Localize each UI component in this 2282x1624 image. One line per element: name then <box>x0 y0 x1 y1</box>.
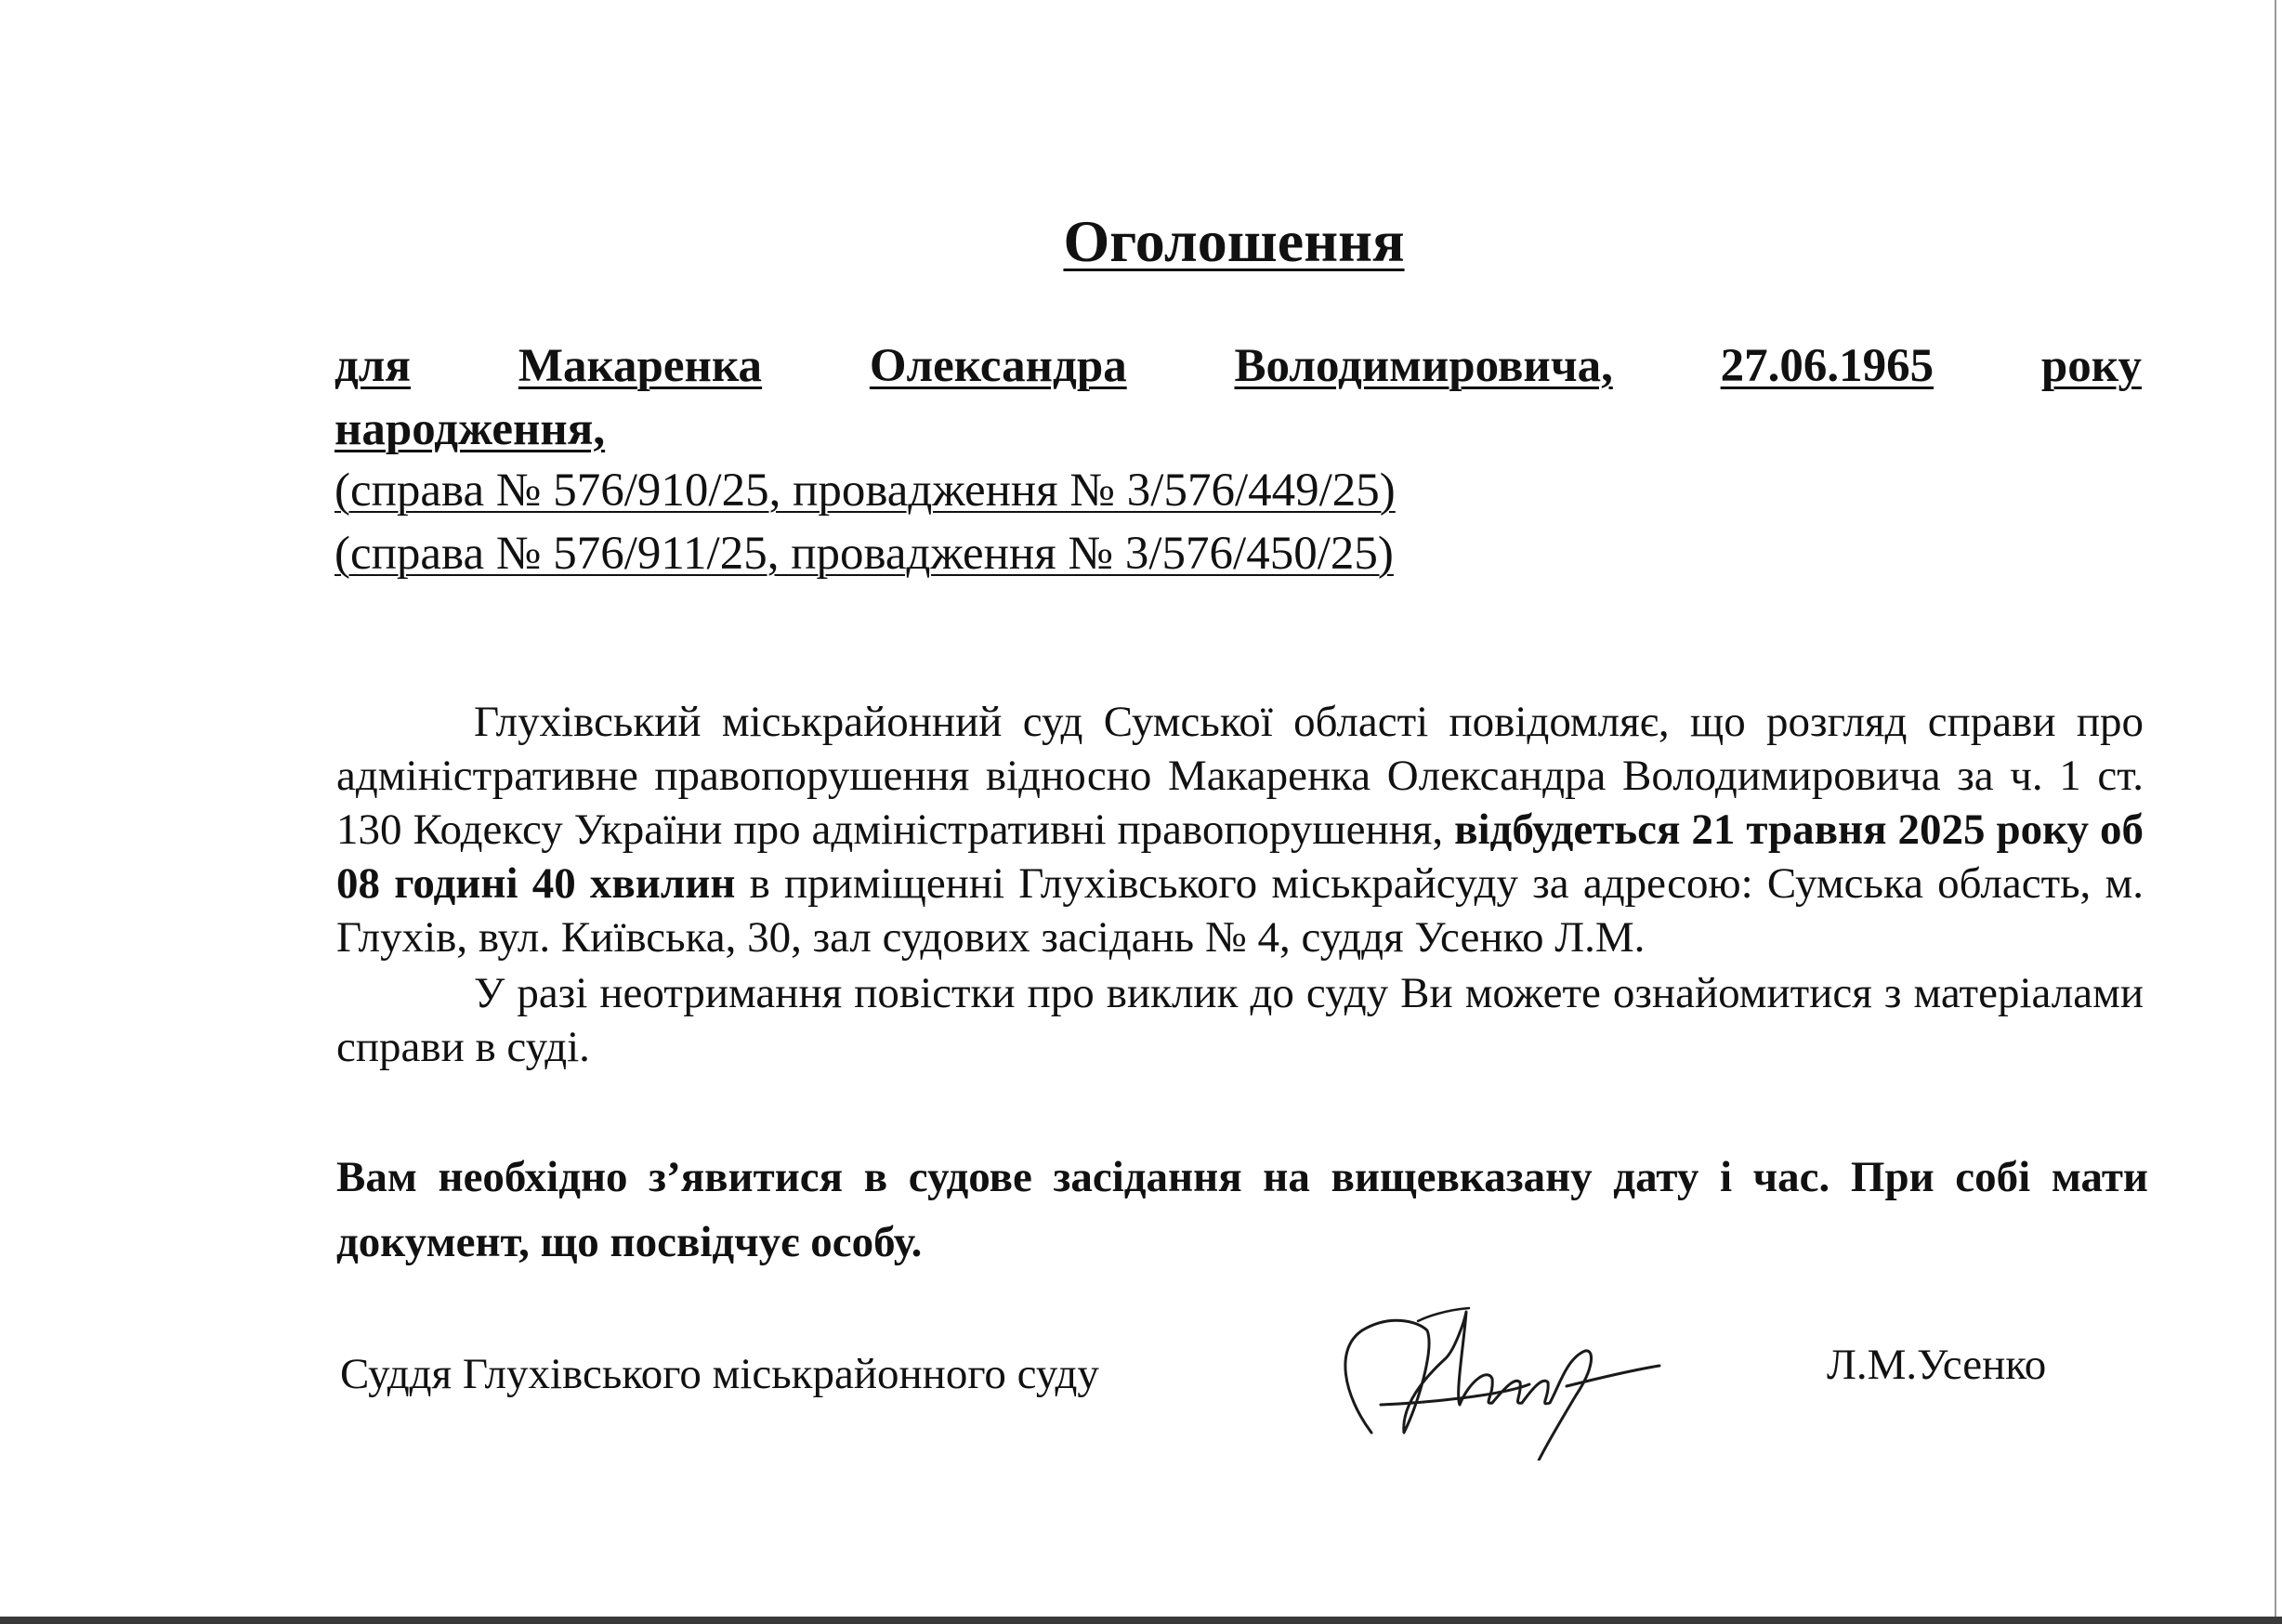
signature-row <box>340 1341 2161 1460</box>
attendance-notice: Вам необхідно з’явитися в судове засідання на вищевказану дату і час. При собі мати документ, що посвідчує особу. <box>336 1153 2148 1266</box>
addressee-line-1 <box>334 336 2142 396</box>
addressee-word: Макаренка <box>518 340 763 392</box>
paragraph-text: в приміщенні Глухівського міськрайсуду за адресою: Сумська область, м. Глухів, вул. Київська, 30, зал судових засідань № 4, суддя Усенко Л.М. <box>336 859 2144 962</box>
addressee-word: Володимировича, <box>1234 340 1613 392</box>
hearing-datetime: відбудеться 21 травня 2025 року об 08 годині 40 хвилин <box>336 805 2144 908</box>
addressee-line-2: народження, <box>334 403 606 455</box>
case-reference-2: (справа № 576/911/25, провадження № 3/576/450/25) <box>334 528 1394 580</box>
document-title-row <box>0 204 2282 279</box>
body-text <box>336 695 2144 1074</box>
handwritten-signature <box>1316 1293 1669 1460</box>
document-title: Оголошення <box>1063 208 1405 274</box>
addressee-word: Олександра <box>869 340 1127 392</box>
addressee-birthdate: 27.06.1965 <box>1720 340 1934 392</box>
paragraph-text: Глухівський міськрайонний суд Сумської області повідомляє, що розгляд справи про адміністративне правопорушення відносно Макаренка Олександра Володимировича за ч. 1 ст. 130 Кодексу України про адміністративні правопорушення, <box>336 698 2144 854</box>
paragraph-materials: У разі неотримання повістки про виклик до суду Ви можете ознайомитися з матеріалами справи в суді. <box>336 969 2144 1071</box>
judge-position: Суддя Глухівського міськрайонного суду <box>340 1350 1099 1398</box>
judge-name: Л.М.Усенко <box>1827 1341 2047 1389</box>
addressee-word: для <box>334 340 412 392</box>
case-reference-1: (справа № 576/910/25, провадження № 3/576/449/25) <box>334 465 1396 517</box>
addressee-block <box>334 336 2142 585</box>
scan-edge-bottom <box>0 1617 2282 1624</box>
paragraph-court-notice <box>336 695 2144 964</box>
addressee-word: року <box>2040 340 2142 392</box>
